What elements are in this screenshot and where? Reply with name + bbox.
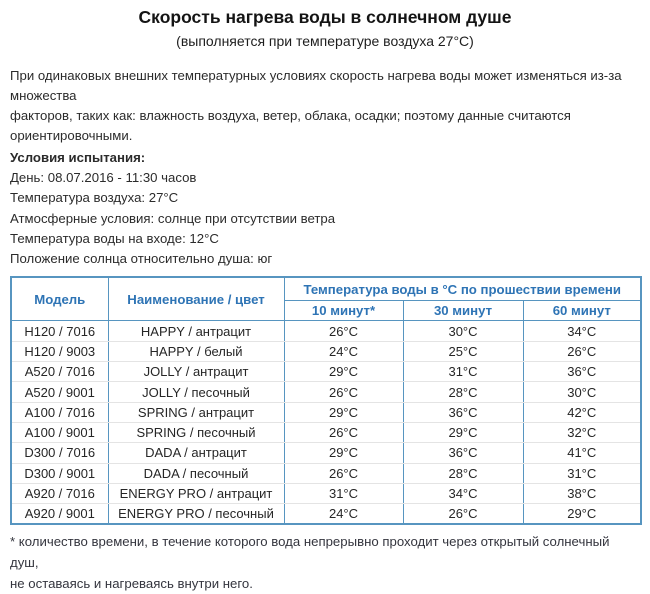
footnote-line: * количество времени, в течение которого вода непрерывно проходит через открытый солнечный душ, [10,534,610,571]
footnote-line: не оставаясь и нагреваясь внутри него. [10,576,253,592]
temp-10min-cell: 26°С [284,422,403,442]
intro-paragraph [10,66,640,146]
model-cell: A100 / 7016 [11,402,108,422]
results-table [10,276,642,525]
condition-line: Атмосферные условия: солнце при отсутствии ветра [10,210,336,226]
temp-10min-cell: 26°С [284,463,403,483]
temp-60min-cell: 29°С [523,504,641,525]
model-cell: D300 / 7016 [11,443,108,463]
temp-60min-cell: 31°С [523,463,641,483]
table-row [11,341,641,361]
temp-60min-cell: 30°С [523,382,641,402]
temp-10min-cell: 24°С [284,504,403,525]
model-cell: A520 / 9001 [11,382,108,402]
model-column-header: Модель [11,277,108,321]
temp-60min-cell: 38°С [523,483,641,503]
time-column-header: 60 минут [523,301,641,321]
condition-line: Температура воды на входе: 12°С [10,230,219,246]
temp-10min-cell: 29°С [284,362,403,382]
temp-10min-cell: 29°С [284,402,403,422]
condition-line: День: 08.07.2016 - 11:30 часов [10,170,197,185]
conditions-list [10,168,640,269]
name-cell: ENERGY PRO / песочный [108,504,284,525]
name-cell: ENERGY PRO / антрацит [108,483,284,503]
temp-60min-cell: 41°С [523,443,641,463]
model-cell: A520 / 7016 [11,362,108,382]
temp-30min-cell: 30°С [403,321,523,341]
page-subtitle: (выполняется при температуре воздуха 27°С) [176,33,474,49]
table-row [11,504,641,525]
table-row [11,402,641,422]
temp-30min-cell: 29°С [403,422,523,442]
temp-10min-cell: 29°С [284,443,403,463]
temp-60min-cell: 32°С [523,422,641,442]
conditions-heading: Условия испытания: [10,150,146,165]
temp-60min-cell: 36°С [523,362,641,382]
temp-30min-cell: 31°С [403,362,523,382]
table-row [11,463,641,483]
table-row [11,362,641,382]
model-cell: H120 / 7016 [11,321,108,341]
temp-60min-cell: 26°С [523,341,641,361]
table-row [11,443,641,463]
table-row [11,483,641,503]
temp-30min-cell: 25°С [403,341,523,361]
name-cell: JOLLY / песочный [108,382,284,402]
temp-10min-cell: 31°С [284,483,403,503]
name-cell: HAPPY / белый [108,341,284,361]
intro-paragraph-line: При одинаковых внешних температурных условиях скорость нагрева воды может изменяться из-за множества [10,68,622,103]
condition-line: Положение солнца относительно душа: юг [10,251,273,267]
model-cell: A920 / 9001 [11,504,108,525]
table-row [11,422,641,442]
time-column-header: 30 минут [403,301,523,321]
table-body [11,321,641,524]
temp-60min-cell: 42°С [523,402,641,422]
name-cell: HAPPY / антрацит [108,321,284,341]
temp-10min-cell: 26°С [284,321,403,341]
name-cell: SPRING / песочный [108,422,284,442]
name-cell: DADA / антрацит [108,443,284,463]
name-cell: JOLLY / антрацит [108,362,284,382]
model-cell: A100 / 9001 [11,422,108,442]
time-column-header: 10 минут* [284,301,403,321]
page-title: Скорость нагрева воды в солнечном душе [138,7,512,27]
temp-30min-cell: 26°С [403,504,523,525]
table-row [11,321,641,341]
temp-60min-cell: 34°С [523,321,641,341]
temp-30min-cell: 36°С [403,402,523,422]
condition-line: Температура воздуха: 27°С [10,190,179,206]
temp-10min-cell: 26°С [284,382,403,402]
temp-10min-cell: 24°С [284,341,403,361]
footnote [0,525,650,594]
model-cell: D300 / 9001 [11,463,108,483]
temp-30min-cell: 28°С [403,463,523,483]
temperature-group-header: Температура воды в °С по прошествии времени [284,277,641,301]
table-row [11,382,641,402]
name-cell: SPRING / антрацит [108,402,284,422]
name-column-header: Наименование / цвет [108,277,284,321]
temp-30min-cell: 34°С [403,483,523,503]
temp-30min-cell: 36°С [403,443,523,463]
model-cell: H120 / 9003 [11,341,108,361]
intro-section [0,66,650,269]
name-cell: DADA / песочный [108,463,284,483]
model-cell: A920 / 7016 [11,483,108,503]
temp-30min-cell: 28°С [403,382,523,402]
intro-paragraph-line: факторов, таких как: влажность воздуха, ветер, облака, осадки; поэтому данные считаются ориентировочными. [10,108,571,143]
